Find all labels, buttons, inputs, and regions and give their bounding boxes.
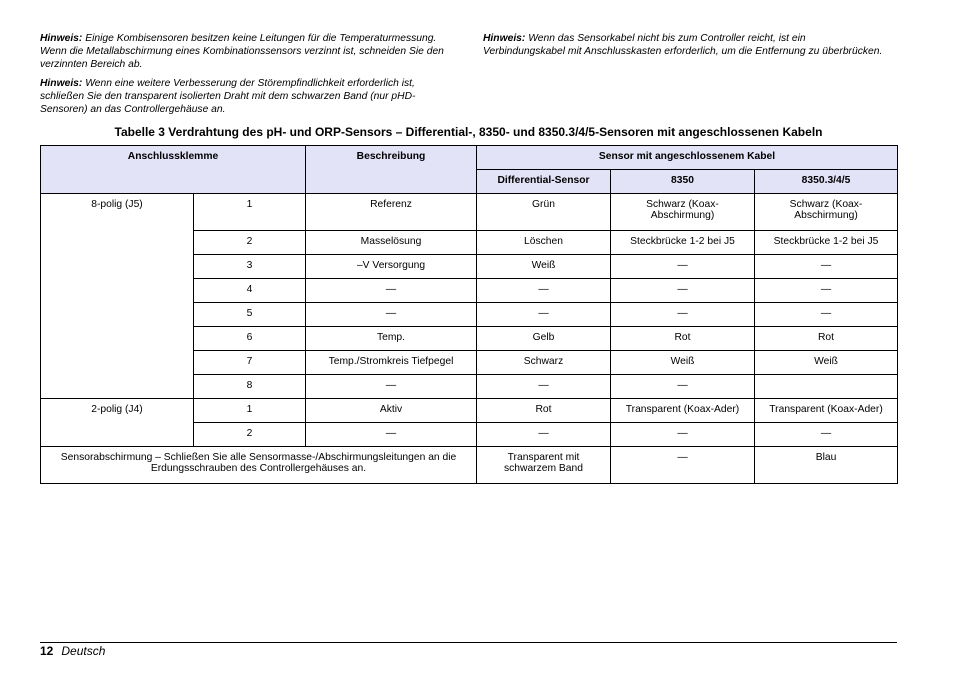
cell: Schwarz [477,351,611,375]
cell: Gelb [477,327,611,351]
cell: — [306,375,477,399]
header-terminal: Anschlussklemme [41,146,306,194]
cell: 1 [194,194,306,231]
cell: Blau [755,447,898,484]
cell: Transparent (Koax-Ader) [755,399,898,423]
note-text: Einige Kombisensoren besitzen keine Leitungen für die Temperaturmessung. Wenn die Metallabschirmung eines Kombinationssensors verzinnt ist, schneiden Sie den verzinnten Bereich ab. [40,33,444,70]
header-row [41,146,898,170]
cell [755,375,898,399]
footer-divider [40,642,897,643]
cell: — [306,423,477,447]
cell: Löschen [477,231,611,255]
cell: Temp. [306,327,477,351]
cell: 7 [194,351,306,375]
cell: — [611,255,755,279]
cell: — [306,279,477,303]
cell: Weiß [477,255,611,279]
cell: 3 [194,255,306,279]
cell: Steckbrücke 1-2 bei J5 [755,231,898,255]
cell: Referenz [306,194,477,231]
shield-description: Sensorabschirmung – Schließen Sie alle Sensormasse-/Abschirmungsleitungen an die Erdungsschrauben des Controllergehäuses an. [41,447,477,484]
note [483,32,883,58]
footer-language: Deutsch [61,644,106,658]
cell: 5 [194,303,306,327]
cell: Rot [755,327,898,351]
cell: Grün [477,194,611,231]
header-8350-345: 8350.3/4/5 [755,170,898,194]
page-number: 12 [40,644,54,658]
cell: Aktiv [306,399,477,423]
cell: Rot [611,327,755,351]
cell: — [755,423,898,447]
note [40,32,460,71]
note [40,77,460,116]
cell: Schwarz (Koax-Abschirmung) [755,194,898,231]
cell: — [477,279,611,303]
cell: Transparent mit schwarzem Band [477,447,611,484]
cell: — [611,303,755,327]
cell: — [755,279,898,303]
cell: — [755,303,898,327]
header-description: Beschreibung [306,146,477,194]
cell: Steckbrücke 1-2 bei J5 [611,231,755,255]
cell: Rot [477,399,611,423]
table-row [41,399,898,423]
header-sensor-group: Sensor mit angeschlossenem Kabel [477,146,898,170]
table-row [41,194,898,231]
page-footer [40,644,105,658]
cell: — [477,303,611,327]
note-label: Hinweis: [40,78,83,89]
cell: Weiß [611,351,755,375]
group-j4: 2-polig (J4) [41,399,194,447]
cell: — [306,303,477,327]
note-text: Wenn das Sensorkabel nicht bis zum Controller reicht, ist ein Verbindungskabel mit Anschlusskasten erforderlich, um die Entfernung zu überbrücken. [483,33,883,57]
group-j5: 8-polig (J5) [41,194,194,399]
cell: — [611,447,755,484]
cell: 1 [194,399,306,423]
cell: 2 [194,231,306,255]
cell: 2 [194,423,306,447]
note-text: Wenn eine weitere Verbesserung der Störempfindlichkeit erforderlich ist, schließen Sie den transparent isolierten Draht mit dem schwarzen Band (nur pHD-Sensoren) an das Controllergehäuse an. [40,78,416,115]
cell: Schwarz (Koax-Abschirmung) [611,194,755,231]
note-label: Hinweis: [40,33,83,44]
cell: — [477,423,611,447]
cell: — [611,279,755,303]
cell: Transparent (Koax-Ader) [611,399,755,423]
header-8350: 8350 [611,170,755,194]
cell: — [611,375,755,399]
cell: –V Versorgung [306,255,477,279]
notes-right [483,32,883,64]
cell: Temp./Stromkreis Tiefpegel [306,351,477,375]
notes-left [40,32,460,122]
header-differential: Differential-Sensor [477,170,611,194]
cell: — [755,255,898,279]
wiring-table [40,145,898,484]
table-caption: Tabelle 3 Verdrahtung des pH- und ORP-Sensors – Differential-, 8350- und 8350.3/4/5-Sensoren mit angeschlossenen Kabeln [114,125,823,139]
cell: Masselösung [306,231,477,255]
cell: Weiß [755,351,898,375]
cell: 4 [194,279,306,303]
shield-row [41,447,898,484]
note-label: Hinweis: [483,33,526,44]
cell: 8 [194,375,306,399]
cell: — [611,423,755,447]
cell: 6 [194,327,306,351]
cell: — [477,375,611,399]
